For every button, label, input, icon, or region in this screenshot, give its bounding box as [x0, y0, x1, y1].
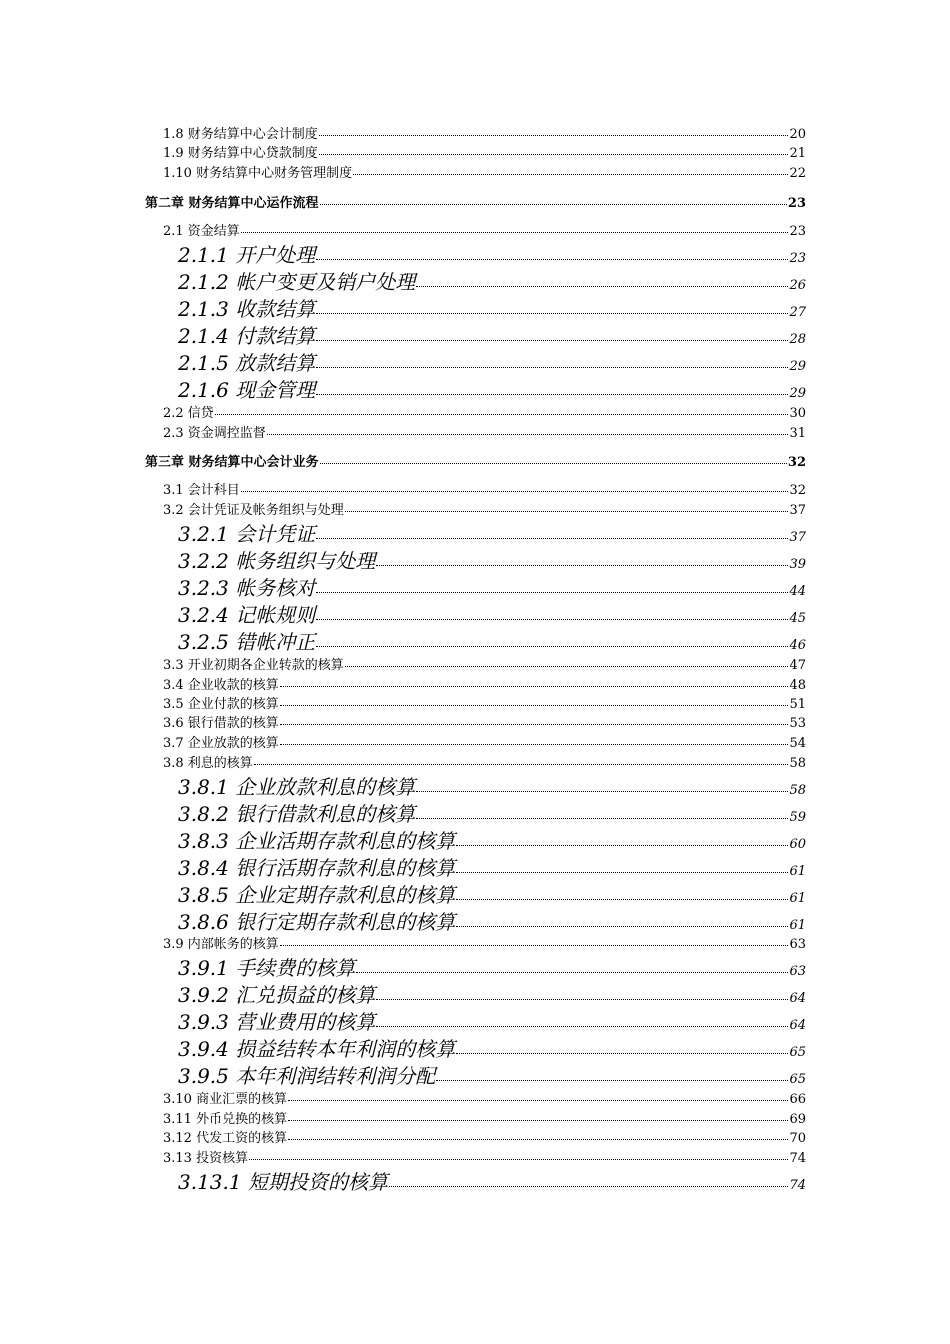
dot-leader: [288, 1139, 788, 1140]
dot-leader: [436, 1080, 788, 1081]
toc-entry-page: 20: [789, 127, 806, 142]
toc-entry-title: 3.4 企业收款的核算: [163, 678, 279, 693]
toc-entry-page: 58: [789, 783, 806, 798]
toc-entry-title: 2.3 资金调控监督: [163, 426, 266, 441]
dot-leader: [456, 872, 788, 873]
toc-entry-page: 23: [789, 251, 806, 266]
dot-leader: [280, 686, 789, 687]
toc-entry-title: 2.1.5 放款结算: [178, 351, 316, 375]
dot-leader: [456, 1053, 788, 1054]
dot-leader: [356, 972, 788, 973]
toc-entry-page: 65: [789, 1072, 806, 1087]
toc-entry-title: 2.1.2 帐户变更及销户处理: [178, 270, 416, 294]
toc-entry-title: 3.2.2 帐务组织与处理: [178, 549, 376, 573]
toc-entry[interactable]: [163, 677, 806, 695]
dot-leader: [389, 1186, 788, 1187]
dot-leader: [288, 1100, 788, 1101]
toc-entry[interactable]: [178, 955, 806, 985]
toc-entry-title: 2.1.1 开户处理: [178, 243, 316, 267]
toc-entry-page: 69: [789, 1112, 806, 1127]
dot-leader: [316, 538, 788, 539]
toc-entry-page: 30: [789, 406, 806, 421]
toc-entry-title: 3.8.4 银行活期存款利息的核算: [178, 856, 456, 880]
toc-entry-page: 26: [789, 278, 806, 293]
toc-entry[interactable]: [163, 223, 806, 241]
toc-entry[interactable]: [178, 242, 806, 272]
dot-leader: [280, 744, 789, 745]
toc-entry[interactable]: [178, 575, 806, 605]
dot-leader: [316, 313, 788, 314]
toc-entry-page: 21: [789, 146, 806, 161]
dot-leader: [319, 135, 789, 136]
dot-leader: [456, 899, 788, 900]
toc-entry-title: 3.5 企业付款的核算: [163, 697, 279, 712]
toc-entry-page: 37: [789, 530, 806, 545]
toc-entry-page: 63: [789, 937, 806, 952]
toc-entry-title: 3.8.5 企业定期存款利息的核算: [178, 883, 456, 907]
toc-entry-title: 2.1 资金结算: [163, 224, 240, 239]
toc-entry[interactable]: [178, 828, 806, 858]
toc-entry-title: 1.8 财务结算中心会计制度: [163, 127, 318, 142]
dot-leader: [316, 394, 788, 395]
toc-entry-title: 3.2.3 帐务核对: [178, 576, 316, 600]
dot-leader: [353, 174, 788, 175]
toc-entry-title: 3.8.1 企业放款利息的核算: [178, 775, 416, 799]
toc-entry-title: 2.2 信贷: [163, 406, 214, 421]
toc-entry-title: 3.1 会计科目: [163, 483, 240, 498]
toc-entry[interactable]: [178, 1063, 806, 1093]
dot-leader: [456, 926, 788, 927]
toc-entry-title: 3.13 投资核算: [163, 1151, 249, 1166]
toc-entry-title: 第二章 财务结算中心运作流程: [145, 196, 319, 211]
toc-entry-title: 3.12 代发工资的核算: [163, 1131, 288, 1146]
dot-leader: [456, 845, 788, 846]
toc-entry[interactable]: [163, 165, 806, 183]
toc-entry[interactable]: [163, 1091, 806, 1109]
dot-leader: [416, 818, 788, 819]
toc-entry-title: 3.9 内部帐务的核算: [163, 937, 279, 952]
dot-leader: [320, 204, 787, 205]
toc-entry[interactable]: [178, 296, 806, 326]
dot-leader: [241, 232, 789, 233]
toc-entry-page: 64: [789, 1018, 806, 1033]
toc-entry[interactable]: [178, 801, 806, 831]
dot-leader: [316, 367, 788, 368]
toc-entry-page: 44: [789, 584, 806, 599]
toc-entry-title: 3.8.2 银行借款利息的核算: [178, 802, 416, 826]
dot-leader: [280, 945, 789, 946]
toc-entry-page: 74: [789, 1151, 806, 1166]
dot-leader: [241, 491, 789, 492]
toc-entry-page: 29: [789, 359, 806, 374]
toc-entry-page: 39: [789, 557, 806, 572]
toc-entry[interactable]: [163, 1111, 806, 1129]
dot-leader: [316, 646, 788, 647]
dot-leader: [254, 764, 789, 765]
toc-entry-title: 第三章 财务结算中心会计业务: [145, 455, 319, 470]
toc-entry-page: 61: [789, 918, 806, 933]
toc-entry-page: 58: [789, 756, 806, 771]
dot-leader: [319, 154, 789, 155]
toc-entry[interactable]: [163, 502, 806, 520]
toc-entry[interactable]: [163, 126, 806, 144]
toc-entry-title: 2.1.3 收款结算: [178, 297, 316, 321]
toc-entry-page: 66: [789, 1092, 806, 1107]
toc-entry[interactable]: [163, 735, 806, 753]
toc-entry-title: 1.9 财务结算中心贷款制度: [163, 146, 318, 161]
toc-entry[interactable]: [163, 657, 806, 675]
toc-entry[interactable]: [163, 1130, 806, 1148]
toc-entry-page: 45: [789, 611, 806, 626]
toc-entry-title: 3.2 会计凭证及帐务组织与处理: [163, 503, 344, 518]
toc-entry-page: 37: [789, 503, 806, 518]
toc-entry-page: 61: [789, 891, 806, 906]
toc-entry-title: 3.9.2 汇兑损益的核算: [178, 983, 376, 1007]
toc-entry-page: 74: [789, 1178, 806, 1193]
toc-entry[interactable]: [178, 377, 806, 407]
toc-entry-title: 3.2.1 会计凭证: [178, 522, 316, 546]
dot-leader: [376, 565, 788, 566]
toc-entry[interactable]: [178, 269, 806, 299]
toc-entry[interactable]: [163, 715, 806, 733]
toc-entry[interactable]: [178, 909, 806, 939]
toc-entry-title: 1.10 财务结算中心财务管理制度: [163, 166, 353, 181]
dot-leader: [376, 1026, 788, 1027]
dot-leader: [249, 1159, 788, 1160]
toc-entry-page: 23: [787, 196, 806, 211]
toc-entry-page: 28: [789, 332, 806, 347]
toc-entry[interactable]: [178, 774, 806, 804]
toc-entry-page: 48: [789, 678, 806, 693]
dot-leader: [345, 666, 789, 667]
toc-entry-page: 53: [789, 716, 806, 731]
toc-entry[interactable]: [178, 1169, 806, 1199]
toc-entry-title: 2.1.4 付款结算: [178, 324, 316, 348]
toc-entry[interactable]: [178, 1009, 806, 1039]
toc-entry-title: 3.11 外币兑换的核算: [163, 1112, 288, 1127]
dot-leader: [416, 791, 788, 792]
dot-leader: [288, 1120, 788, 1121]
toc-entry-title: 3.8.3 企业活期存款利息的核算: [178, 829, 456, 853]
toc-entry[interactable]: [145, 195, 806, 213]
dot-leader: [280, 724, 789, 725]
toc-entry[interactable]: [163, 755, 806, 773]
toc-entry-title: 3.2.4 记帐规则: [178, 603, 316, 627]
toc-entry-title: 3.3 开业初期各企业转款的核算: [163, 658, 344, 673]
toc-entry-title: 3.8 利息的核算: [163, 756, 253, 771]
toc-entry[interactable]: [163, 405, 806, 423]
toc-entry[interactable]: [163, 1150, 806, 1168]
toc-entry-title: 3.9.5 本年利润结转利润分配: [178, 1064, 436, 1088]
toc-entry[interactable]: [178, 982, 806, 1012]
toc-entry-title: 3.13.1 短期投资的核算: [178, 1170, 388, 1194]
toc-entry-page: 31: [789, 426, 806, 441]
dot-leader: [416, 286, 788, 287]
dot-leader: [320, 463, 787, 464]
toc-entry-page: 54: [789, 736, 806, 751]
toc-entry[interactable]: [145, 454, 806, 472]
toc-entry[interactable]: [178, 855, 806, 885]
toc-entry-title: 2.1.6 现金管理: [178, 378, 316, 402]
toc-entry-title: 3.8.6 银行定期存款利息的核算: [178, 910, 456, 934]
toc-entry[interactable]: [178, 548, 806, 578]
dot-leader: [316, 619, 788, 620]
toc-entry-page: 46: [789, 638, 806, 653]
dot-leader: [316, 259, 788, 260]
toc-entry[interactable]: [178, 629, 806, 659]
toc-entry[interactable]: [178, 602, 806, 632]
toc-entry[interactable]: [178, 323, 806, 353]
toc-entry-page: 47: [789, 658, 806, 673]
toc-entry-page: 32: [787, 455, 806, 470]
toc-entry-page: 61: [789, 864, 806, 879]
toc-entry[interactable]: [178, 1036, 806, 1066]
dot-leader: [267, 434, 789, 435]
toc-entry[interactable]: [163, 425, 806, 443]
toc-entry[interactable]: [163, 145, 806, 163]
toc-entry-page: 51: [789, 697, 806, 712]
toc-entry-page: 27: [789, 305, 806, 320]
toc-entry-title: 3.9.4 损益结转本年利润的核算: [178, 1037, 456, 1061]
toc-entry-page: 23: [789, 224, 806, 239]
toc-entry[interactable]: [163, 482, 806, 500]
dot-leader: [316, 592, 788, 593]
dot-leader: [316, 340, 788, 341]
toc-entry-page: 63: [789, 964, 806, 979]
toc-entry-title: 3.7 企业放款的核算: [163, 736, 279, 751]
toc-entry-title: 3.10 商业汇票的核算: [163, 1092, 288, 1107]
toc-entry-title: 3.2.5 错帐冲正: [178, 630, 316, 654]
toc-entry-page: 32: [789, 483, 806, 498]
toc-entry-page: 70: [789, 1131, 806, 1146]
toc-entry[interactable]: [163, 696, 806, 714]
toc-entry-title: 3.6 银行借款的核算: [163, 716, 279, 731]
toc-entry-title: 3.9.3 营业费用的核算: [178, 1010, 376, 1034]
toc-entry-page: 60: [789, 837, 806, 852]
dot-leader: [376, 999, 788, 1000]
dot-leader: [280, 705, 789, 706]
toc-entry-page: 22: [789, 166, 806, 181]
toc-entry[interactable]: [178, 521, 806, 551]
toc-entry-page: 65: [789, 1045, 806, 1060]
dot-leader: [345, 511, 789, 512]
toc-entry-title: 3.9.1 手续费的核算: [178, 956, 356, 980]
toc-entry[interactable]: [178, 882, 806, 912]
toc-entry-page: 59: [789, 810, 806, 825]
dot-leader: [215, 414, 789, 415]
toc-entry-page: 64: [789, 991, 806, 1006]
toc-entry[interactable]: [163, 936, 806, 954]
toc-entry[interactable]: [178, 350, 806, 380]
toc-entry-page: 29: [789, 386, 806, 401]
